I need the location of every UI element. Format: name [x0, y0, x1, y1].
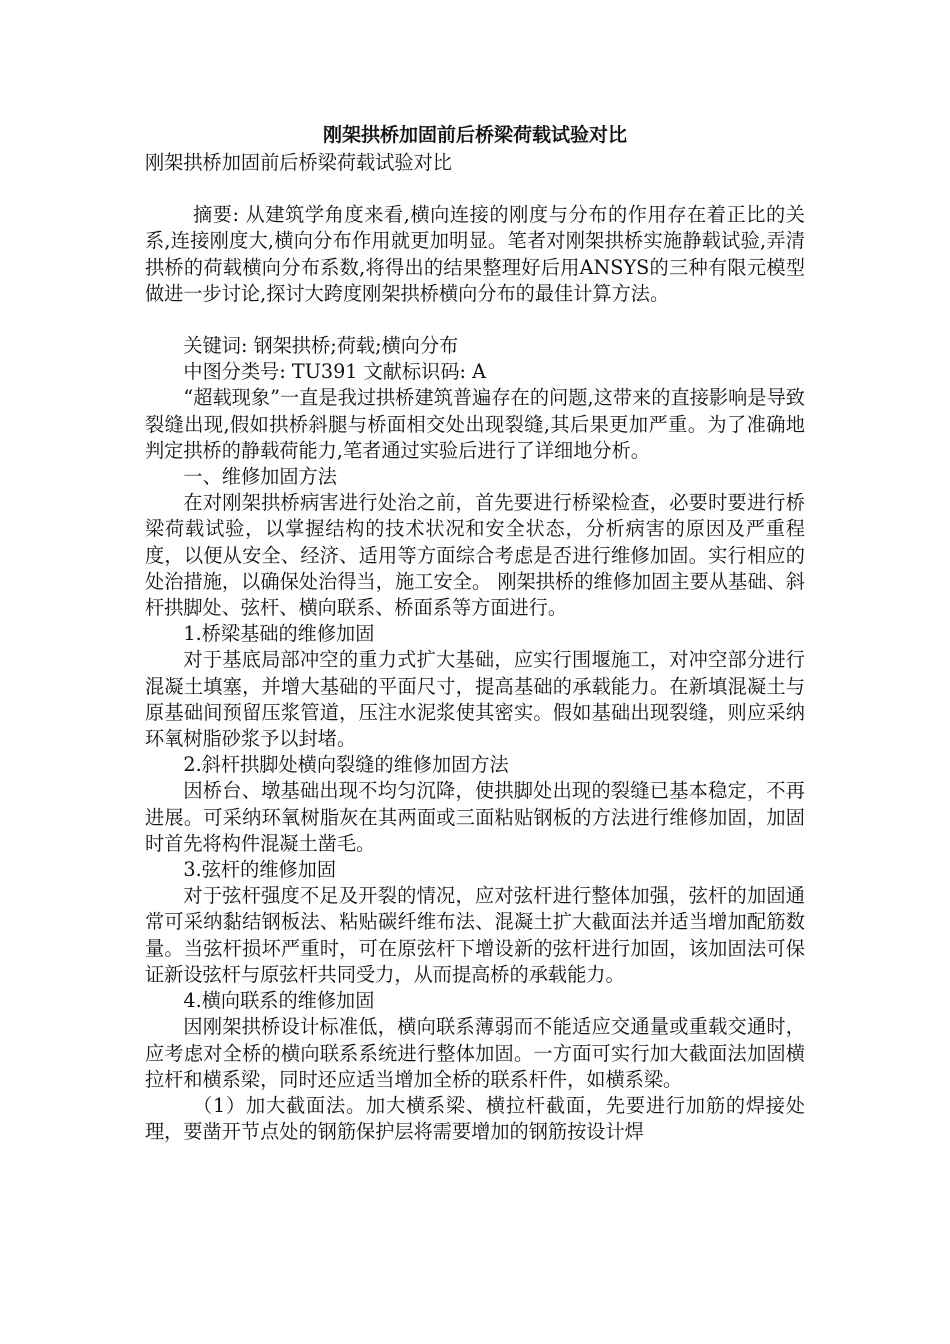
section-heading: 一、维修加固方法 [183, 465, 337, 489]
abstract-paragraph: 摘要: 从建筑学角度来看,横向连接的刚度与分布的作用存在着正比的关系,连接刚度大,横向分布作用就更加明显。笔者对刚架拱桥实施静载试验,弄清拱桥的荷载横向分布系数,将得出的结果整理好后用ANSYS的三种有限元模型做进一步讨论,探讨大跨度刚架拱桥横向分布的最佳计算方法。 [145, 203, 805, 305]
document-page [145, 120, 805, 1145]
subsection-paragraph: 因桥台、墩基础出现不均匀沉降，使拱脚处出现的裂缝已基本稳定，不再进展。可采纳环氧树脂灰在其两面或三面粘贴钢板的方法进行维修加固，加固时首先将构件混凝土凿毛。 [145, 779, 805, 855]
subsection-heading: 1.桥梁基础的维修加固 [183, 622, 375, 646]
keywords-line: 关键词: 钢架拱桥;荷载;横向分布 [183, 334, 459, 358]
list-item-paragraph: （1）加大截面法。加大横系梁、横拉杆截面，先要进行加筋的焊接处理，要凿开节点处的钢筋保护层将需要增加的钢筋按设计焊 [145, 1093, 805, 1144]
subsection-paragraph: 对于基底局部冲空的重力式扩大基础，应实行围堰施工，对冲空部分进行混凝土填塞，并增大基础的平面尺寸，提高基础的承载能力。在新填混凝土与原基础间预留压浆管道，压注水泥浆使其密实。假如基础出现裂缝，则应采纳环氧树脂砂浆予以封堵。 [145, 648, 805, 751]
intro-paragraph: “超载现象”一直是我过拱桥建筑普遍存在的问题,这带来的直接影响是导致裂缝出现,假如拱桥斜腿与桥面相交处出现裂缝,其后果更加严重。为了准确地判定拱桥的静载荷能力,笔者通过实验后进行了详细地分析。 [145, 386, 805, 462]
classification-line: 中图分类号: TU391 文献标识码: A [183, 360, 486, 384]
subsection-heading: 3.弦杆的维修加固 [183, 858, 337, 882]
spacer [145, 176, 805, 202]
subsection-heading: 4.横向联系的维修加固 [183, 989, 375, 1013]
document-title: 刚架拱桥加固前后桥梁荷载试验对比 [322, 124, 627, 146]
subsection-paragraph: 对于弦杆强度不足及开裂的情况，应对弦杆进行整体加强，弦杆的加固通常可采纳黏结钢板法、粘贴碳纤维布法、混凝土扩大截面法并适当增加配筋数量。当弦杆损坏严重时，可在原弦杆下增设新的弦杆进行加固，该加固法可保证新设弦杆与原弦杆共同受力，从而提高桥的承载能力。 [145, 884, 805, 986]
subsection-paragraph: 因刚架拱桥设计标准低，横向联系薄弱而不能适应交通量或重载交通时，应考虑对全桥的横向联系系统进行整体加固。一方面可实行加大截面法加固横拉杆和横系梁，同时还应适当增加全桥的联系杆件，如横系梁。 [145, 1015, 805, 1091]
spacer [145, 307, 805, 333]
section-paragraph: 在对刚架拱桥病害进行处治之前，首先要进行桥梁检查，必要时要进行桥梁荷载试验，以掌握结构的技术状况和安全状态，分析病害的原因及严重程度，以便从安全、经济、适用等方面综合考虑是否进行维修加固。实行相应的处治措施，以确保处治得当，施工安全。 刚架拱桥的维修加固主要从基础、斜杆拱脚处、弦杆、横向联系、桥面系等方面进行。 [145, 491, 805, 620]
document-subtitle: 刚架拱桥加固前后桥梁荷载试验对比 [145, 151, 452, 174]
subsection-heading: 2.斜杆拱脚处横向裂缝的维修加固方法 [183, 753, 509, 777]
